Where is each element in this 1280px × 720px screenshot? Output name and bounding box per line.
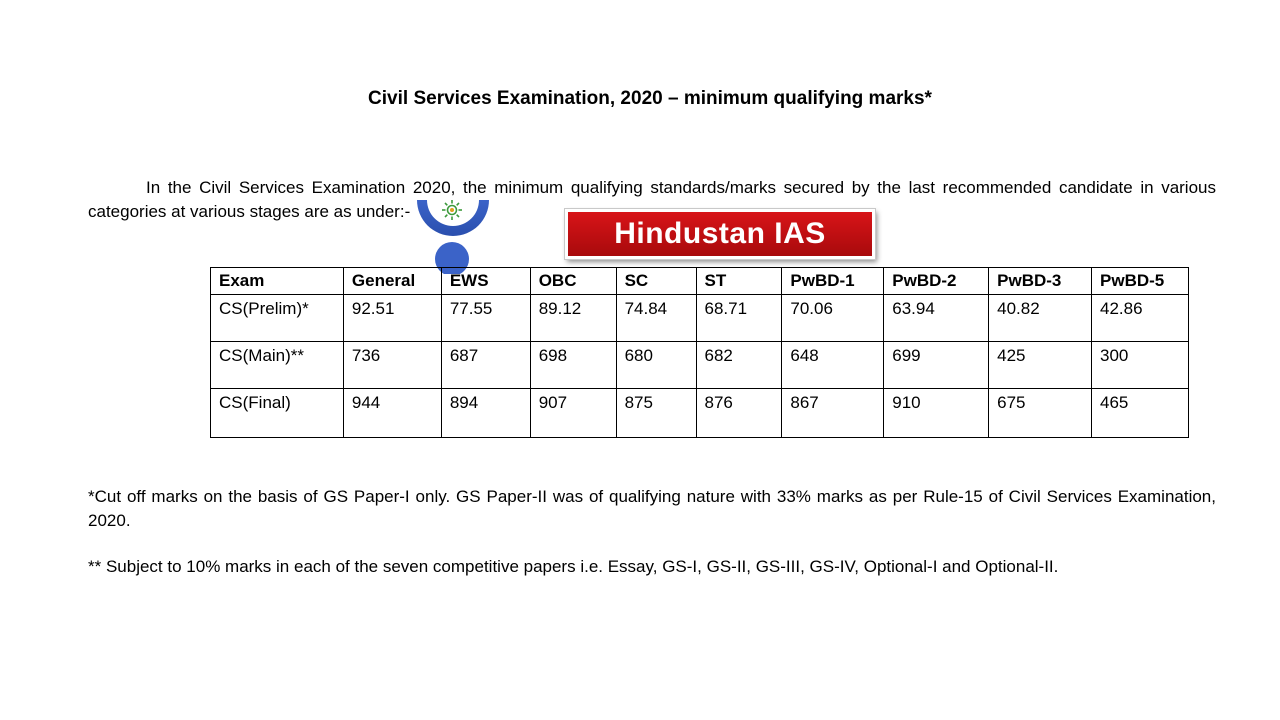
- table-cell: 682: [696, 342, 782, 389]
- table-cell: 876: [696, 389, 782, 438]
- cutoff-marks-table: [210, 267, 1189, 438]
- table-cell: 89.12: [530, 295, 616, 342]
- header-pwbd-1: PwBD-1: [782, 268, 884, 295]
- table-cell: 465: [1092, 389, 1189, 438]
- table-row: [211, 389, 1189, 438]
- table-cell: 675: [989, 389, 1092, 438]
- table-cell: 699: [884, 342, 989, 389]
- table-cell: 300: [1092, 342, 1189, 389]
- table-cell: 944: [343, 389, 441, 438]
- header-sc: SC: [616, 268, 696, 295]
- intro-paragraph: In the Civil Services Examination 2020, the minimum qualifying standards/marks secured by the last recommended candidate in various categories at various stages are as under:-: [88, 178, 1216, 221]
- table-cell: 736: [343, 342, 441, 389]
- table-cell: 42.86: [1092, 295, 1189, 342]
- table-cell: 425: [989, 342, 1092, 389]
- table-cell: 70.06: [782, 295, 884, 342]
- table-cell: 68.71: [696, 295, 782, 342]
- table-cell: 910: [884, 389, 989, 438]
- table-header-row: [211, 268, 1189, 295]
- header-general: General: [343, 268, 441, 295]
- footnote-cutoff: *Cut off marks on the basis of GS Paper-I only. GS Paper-II was of qualifying nature with 33% marks as per Rule-15 of Civil Services Examination, 2020.: [88, 487, 1216, 530]
- row-label: CS(Prelim)*: [211, 295, 344, 342]
- hindustan-ias-logo-icon: [415, 200, 491, 274]
- hindustan-ias-watermark-banner: Hindustan IAS: [565, 209, 875, 259]
- table-cell: 63.94: [884, 295, 989, 342]
- page-title: Civil Services Examination, 2020 – minimum qualifying marks*: [368, 88, 932, 109]
- table-cell: 77.55: [441, 295, 530, 342]
- table-cell: 698: [530, 342, 616, 389]
- table-cell: 875: [616, 389, 696, 438]
- table-cell: 648: [782, 342, 884, 389]
- table-cell: 92.51: [343, 295, 441, 342]
- row-label: CS(Main)**: [211, 342, 344, 389]
- header-exam: Exam: [211, 268, 344, 295]
- header-obc: OBC: [530, 268, 616, 295]
- table-row: [211, 342, 1189, 389]
- table-cell: 867: [782, 389, 884, 438]
- table-cell: 687: [441, 342, 530, 389]
- header-pwbd-3: PwBD-3: [989, 268, 1092, 295]
- row-label: CS(Final): [211, 389, 344, 438]
- table-cell: 907: [530, 389, 616, 438]
- header-ews: EWS: [441, 268, 530, 295]
- table-cell: 894: [441, 389, 530, 438]
- table-cell: 680: [616, 342, 696, 389]
- table-row: [211, 295, 1189, 342]
- header-pwbd-5: PwBD-5: [1092, 268, 1189, 295]
- header-pwbd-2: PwBD-2: [884, 268, 989, 295]
- table-cell: 74.84: [616, 295, 696, 342]
- header-st: ST: [696, 268, 782, 295]
- footnote-subject: ** Subject to 10% marks in each of the seven competitive papers i.e. Essay, GS-I, GS-II, GS-III, GS-IV, Optional-I and Optional-II.: [88, 557, 1059, 576]
- table-cell: 40.82: [989, 295, 1092, 342]
